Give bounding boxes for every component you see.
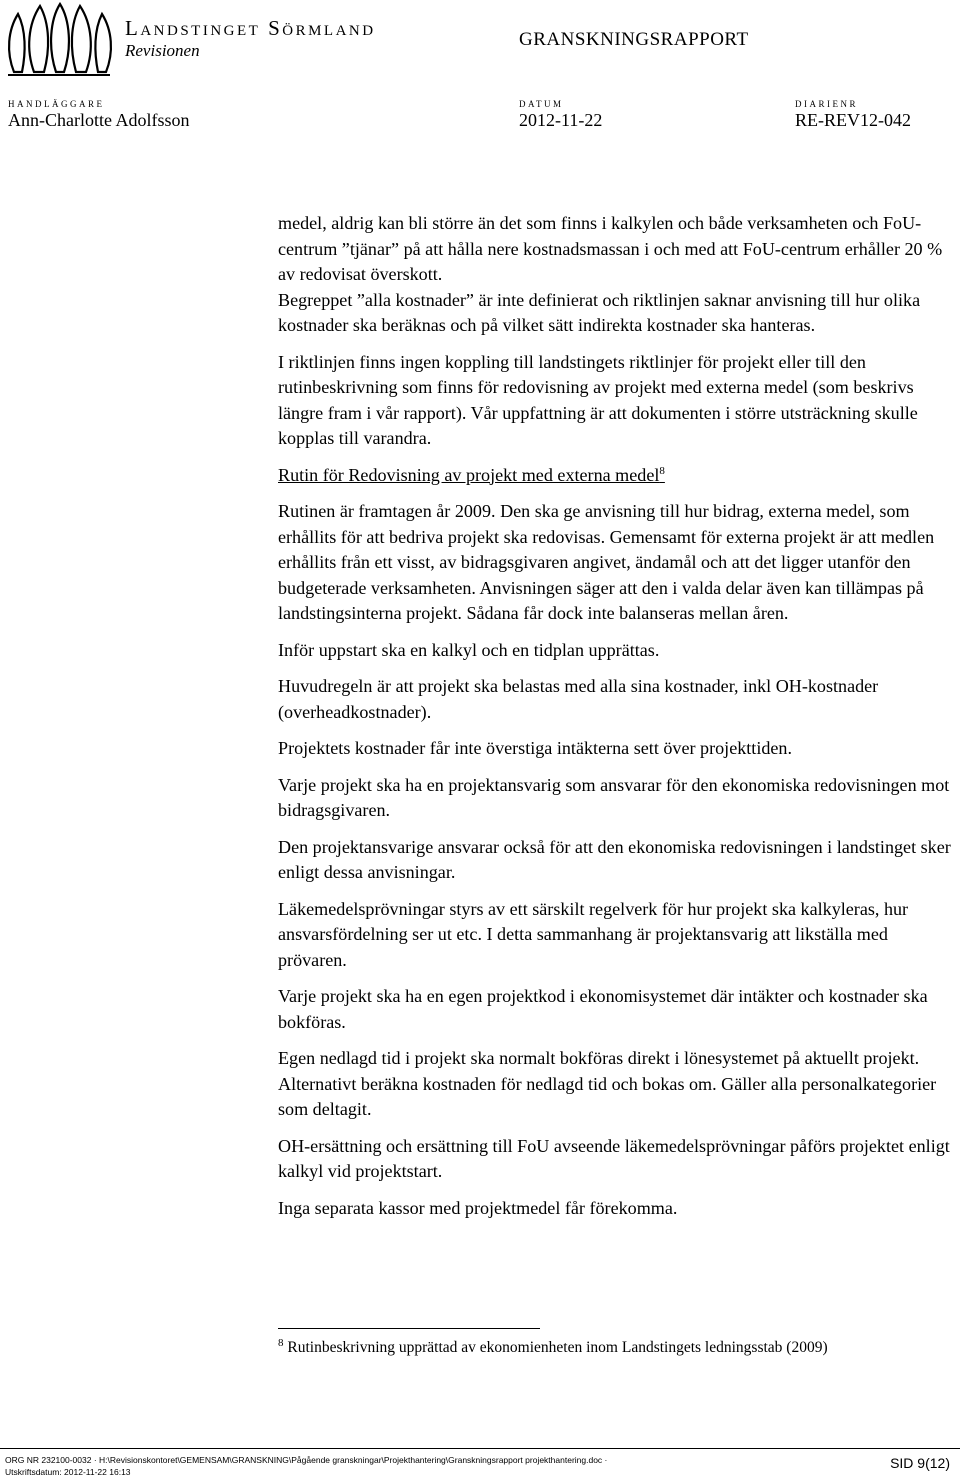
organization-subtitle: Revisionen — [125, 41, 200, 60]
datum-value: 2012-11-22 — [519, 110, 603, 130]
footnote-text: Rutinbeskrivning upprättad av ekonomienheten inom Landstingets ledningsstab (2009) — [283, 1339, 828, 1356]
body-paragraph: Den projektansvarige ansvarar också för att den ekonomiska redovisningen i landstinget sker enligt dessa anvisningar. — [278, 836, 951, 882]
body-paragraph: OH-ersättning och ersättning till FoU avseende läkemedelsprövningar påförs projektet enligt kalkyl vid projektstart. — [278, 1135, 950, 1181]
footer-divider — [0, 1448, 960, 1449]
landstinget-logo-icon — [4, 2, 114, 78]
section-heading-text: Rutin för Redovisning av projekt med externa medel — [278, 464, 660, 485]
body-paragraph: Varje projekt ska ha en projektansvarig som ansvarar för den ekonomiska redovisningen mot bidragsgivaren. — [278, 774, 950, 820]
footnote-divider — [278, 1328, 540, 1329]
body-paragraph: Inför uppstart ska en kalkyl och en tidplan upprättas. — [278, 639, 660, 660]
footnote-number: 8 — [278, 1336, 284, 1349]
footnote-reference: 8 — [659, 464, 665, 477]
datum-label: DATUM — [519, 99, 564, 109]
body-paragraph: Huvudregeln är att projekt ska belastas med alla sina kostnader, inkl OH-kostnader (overheadkostnader). — [278, 676, 879, 722]
footer-info — [5, 1454, 607, 1478]
body-paragraph: Egen nedlagd tid i projekt ska normalt bokföras direkt i lönesystemet på aktuellt projekt. Alternativt beräkna kostnaden för nedlagd tid och bokas om. Gäller alla personalkategorier som deltagit. — [278, 1048, 937, 1119]
body-paragraph: I riktlinjen finns ingen koppling till landstingets riktlinjer för projekt eller till den rutinbeskrivning som finns för redovisning av projekt med externa medel (som beskrivs längre fram i vår rapport). Vår uppfattning är att dokumenten i större utsträckning skulle kopplas till varandra. — [278, 351, 918, 448]
diarienr-label: DIARIENR — [795, 99, 858, 109]
body-paragraph: medel, aldrig kan bli större än det som finns i kalkylen och både verksamheten och FoU-centrum ”tjänar” på att hålla nere kostnadsmassan i och med att FoU-centrum erhåller 20 % av redovisat överskott. — [278, 213, 943, 284]
organization-name: Landstinget Sörmland — [125, 16, 376, 40]
handlaggare-label: HANDLÄGGARE — [8, 99, 105, 109]
body-paragraph: Projektets kostnader får inte överstiga intäkterna sett över projekttiden. — [278, 738, 793, 758]
body-paragraph: Inga separata kassor med projektmedel får förekomma. — [278, 1197, 678, 1218]
body-paragraph: Läkemedelsprövningar styrs av ett särskilt regelverk för hur projekt ska kalkyleras, hur ansvarsfördelning ser ut etc. I detta sammanhang är projektansvarig att likställa med prövaren. — [278, 898, 909, 970]
body-paragraph: Varje projekt ska ha en egen projektkod i ekonomisystemet där intäkter och kostnader ska bokföras. — [278, 986, 928, 1032]
handlaggare-value: Ann-Charlotte Adolfsson — [8, 110, 190, 130]
body-paragraph: Rutinen är framtagen år 2009. Den ska ge anvisning till hur bidrag, externa medel, som erhållits för att bedriva projekt ska redovisas. Gemensamt för externa projekt är att medlen erhållits från ett visst, av bidragsgivaren angivet, ändamål och att det ligger utanför den budgeterade verksamheten. Anvisningen säger att den i valda delar även kan tillämpas på landstingsinterna projekt. Sådana får dock inte balanseras mellan åren. — [278, 501, 935, 623]
report-body — [278, 211, 960, 1232]
footer-print-date: Utskriftsdatum: 2012-11-22 16:13 — [5, 1467, 131, 1477]
body-paragraph: Begreppet ”alla kostnader” är inte definierat och riktlinjen saknar anvisning till hur olika kostnader ska beräknas och på vilket sätt indirekta kostnader ska hanteras. — [278, 289, 921, 335]
document-type: GRANSKNINGSRAPPORT — [519, 29, 749, 50]
footnote — [278, 1338, 828, 1358]
page-number: SID 9(12) — [890, 1455, 950, 1471]
diarienr-value: RE-REV12-042 — [795, 110, 911, 130]
footer-path: ORG NR 232100-0032 · H:\Revisionskontoret\GEMENSAM\GRANSKNING\Pågående granskningar\Projekthantering\Granskningsrapport projekthantering.doc · — [5, 1455, 608, 1465]
section-heading — [278, 463, 960, 489]
